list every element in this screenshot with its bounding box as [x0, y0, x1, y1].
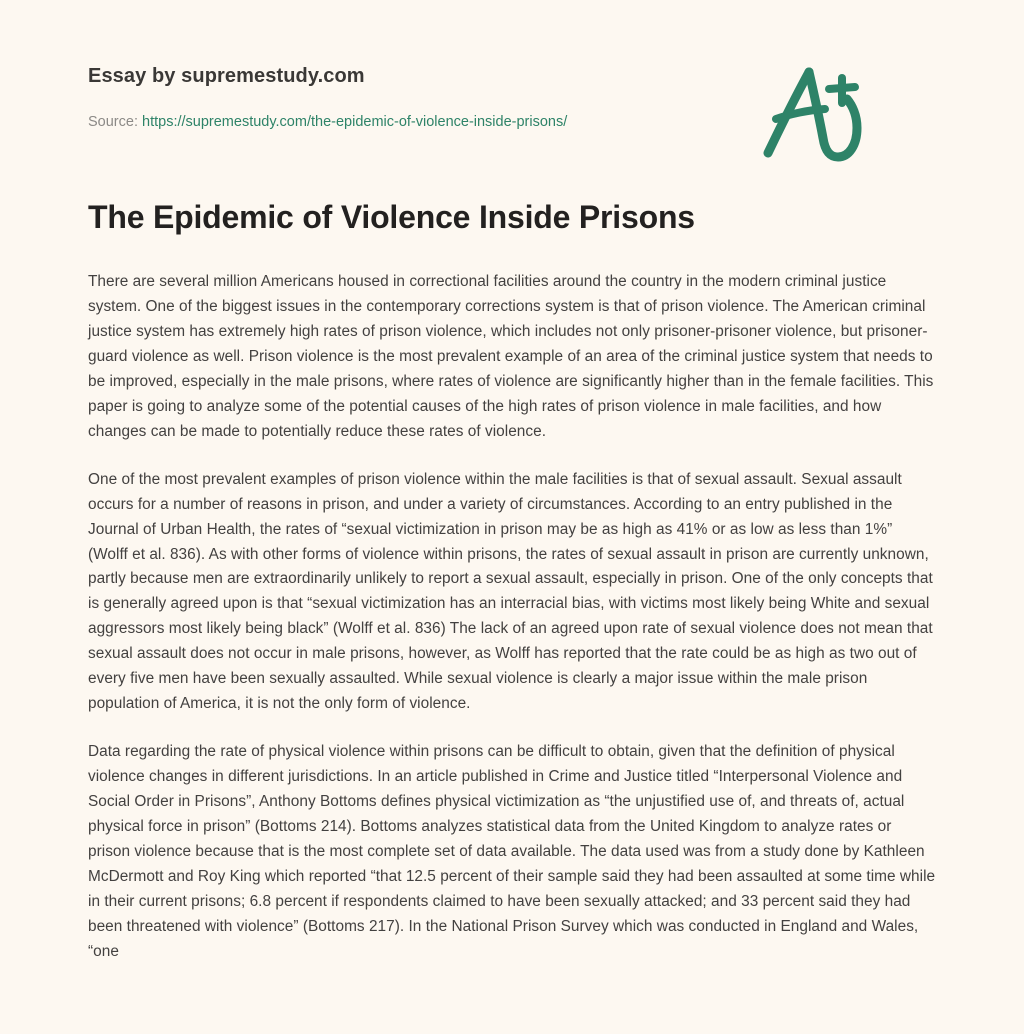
document-header [88, 0, 936, 130]
page-title: The Epidemic of Violence Inside Prisons [88, 199, 695, 235]
body-paragraph: Data regarding the rate of physical violence within prisons can be difficult to obtain, given that the definition of physical violence changes in different jurisdictions. In an article published in Crime and Justice titled “Interpersonal Violence and Social Order in Prisons”, Anthony Bottoms defines physical victimization as “the unjustified use of, and threats of, actual physical force in prison” (Bottoms 214). Bottoms analyzes statistical data from the United Kingdom to analyze rates or prison violence because that is the most complete set of data available. The data used was from a study done by Kathleen McDermott and Roy King which reported “that 12.5 percent of their sample said they had been assaulted at some time while in their current prisons; 6.8 percent if respondents claimed to have been sexually attacked; and 33 percent said they had been threatened with violence” (Bottoms 217). In the National Prison Survey which was conducted in England and Wales, “one [88, 743, 936, 960]
body-paragraph: One of the most prevalent examples of prison violence within the male facilities is that of sexual assault. Sexual assault occurs for a number of reasons in prison, and under a variety of circumstances. According to an entry published in the Journal of Urban Health, the rates of “sexual victimization in prison may be as high as 41% or as low as less than 1%” (Wolff et al. 836). As with other forms of violence within prisons, the rates of sexual assault in prison are currently unknown, partly because men are extraordinarily unlikely to report a sexual assault, especially in prison. One of the only concepts that is generally agreed upon is that “sexual victimization has an interracial bias, with victims most likely being White and sexual aggressors most likely being black” (Wolff et al. 836) The lack of an agreed upon rate of sexual violence does not mean that sexual assault does not occur in male prisons, however, as Wolff has reported that the rate could be as high as two out of every five men have been sexually assaulted. While sexual violence is clearly a major issue within the male prison population of America, it is not the only form of violence. [88, 470, 933, 713]
essay-byline: Essay by supremestudy.com [88, 65, 365, 87]
body-paragraph: There are several million Americans housed in correctional facilities around the country in the modern criminal justice system. One of the biggest issues in the contemporary corrections system is that of prison violence. The American criminal justice system has extremely high rates of prison violence, which includes not only prisoner-prisoner violence, but prisoner-guard violence as well. Prison violence is the most prevalent example of an area of the criminal justice system that needs to be improved, especially in the male prisons, where rates of violence are significantly higher than in the female facilities. This paper is going to analyze some of the potential causes of the high rates of prison violence in male facilities, and how changes can be made to potentially reduce these rates of violence. [88, 273, 934, 440]
source-url-link[interactable]: https://supremestudy.com/the-epidemic-of-violence-inside-prisons/ [142, 114, 568, 130]
source-label: Source: [88, 114, 138, 130]
a-plus-logo-icon [754, 58, 874, 168]
article-body [88, 237, 936, 965]
